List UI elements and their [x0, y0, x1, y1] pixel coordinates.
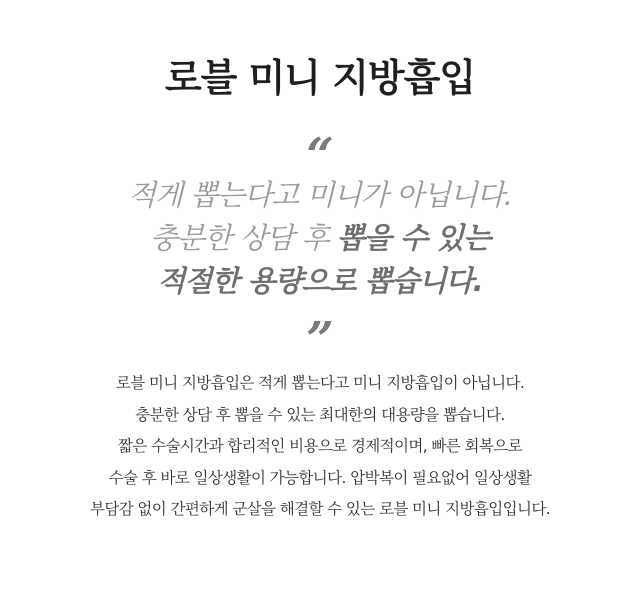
quote-line-1: 적게 뽑는다고 미니가 아닙니다. [127, 178, 513, 212]
description-line-3: 짧은 수술시간과 합리적인 비용으로 경제적이며, 빠른 회복으로 [118, 437, 522, 455]
page-title: 로블 미니 지방흡입 [164, 56, 476, 100]
quote-line-2 [0, 217, 640, 260]
description-line-2: 충분한 상담 후 뽑을 수 있는 최대한의 대용량을 뽑습니다. [135, 405, 505, 424]
quote-line-2-normal: 충분한 상담 후 [149, 221, 337, 255]
quote-line-3: 적절한 용량으로 뽑습니다. [157, 264, 483, 298]
description-line-5: 부담감 없이 간편하게 군살을 해결할 수 있는 로블 미니 지방흡입입니다. [89, 500, 551, 518]
open-quote-icon: “ [306, 136, 334, 164]
description-line-1: 로블 미니 지방흡입은 적게 뽑는다고 미니 지방흡입이 아닙니다. [115, 374, 525, 392]
close-quote-icon: ” [306, 320, 334, 348]
highlight-quote [0, 174, 640, 303]
description-line-4: 수술 후 바로 일상생활이 가능합니다. 압박복이 필요없어 일상생활 [108, 468, 532, 487]
quote-line-2-bold: 뽑을 수 있는 [336, 221, 490, 255]
description-paragraph [0, 368, 640, 526]
